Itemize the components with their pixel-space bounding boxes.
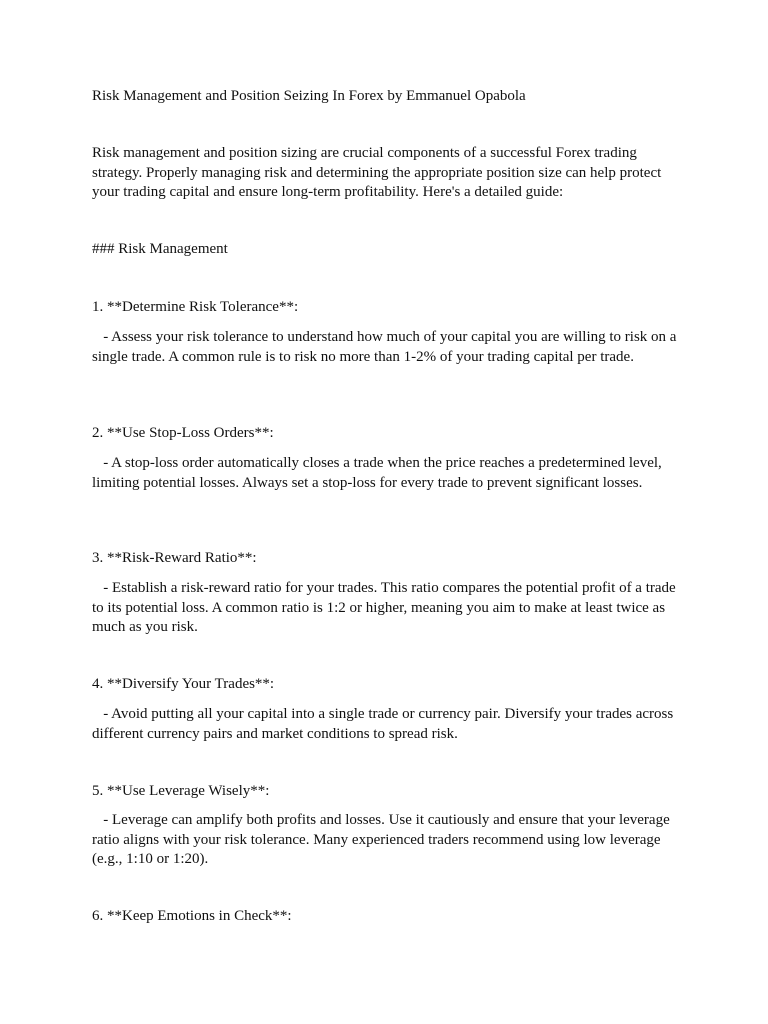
item-heading-2: 2. **Use Stop-Loss Orders**: — [92, 425, 274, 441]
intro-paragraph: Risk management and position sizing are crucial components of a successful Forex trading strategy. Properly managing risk and determining the appropriate position size can help protect your trading capital and ensure long-term profitability. Here's a detailed guide: — [92, 145, 662, 200]
item-body-4: - Avoid putting all your capital into a single trade or currency pair. Diversify your trades across different currency pairs and market conditions to spread risk. — [92, 706, 677, 742]
item-body-3: - Establish a risk-reward ratio for your trades. This ratio compares the potential profit of a trade to its potential loss. A common ratio is 1:2 or higher, meaning you aim to make at least twice as much as you risk. — [92, 580, 680, 635]
item-heading-5: 5. **Use Leverage Wisely**: — [92, 783, 270, 799]
section-heading-risk-management: ### Risk Management — [92, 241, 228, 257]
item-heading-3: 3. **Risk-Reward Ratio**: — [92, 550, 257, 566]
item-heading-4: 4. **Diversify Your Trades**: — [92, 676, 275, 692]
item-body-2: - A stop-loss order automatically closes a trade when the price reaches a predetermined level, limiting potential losses. Always set a stop-loss for every trade to prevent significant losses. — [92, 455, 666, 491]
item-body-5: - Leverage can amplify both profits and losses. Use it cautiously and ensure that your leverage ratio aligns with your risk tolerance. Many experienced traders recommend using low leverage (e.g., 1:10 or 1:20). — [92, 812, 674, 867]
item-body-1: - Assess your risk tolerance to understand how much of your capital you are willing to risk on a single trade. A common rule is to risk no more than 1-2% of your trading capital per trade. — [92, 329, 681, 365]
item-heading-1: 1. **Determine Risk Tolerance**: — [92, 299, 299, 315]
document-title: Risk Management and Position Seizing In Forex by Emmanuel Opabola — [92, 88, 526, 104]
item-heading-6: 6. **Keep Emotions in Check**: — [92, 908, 292, 924]
